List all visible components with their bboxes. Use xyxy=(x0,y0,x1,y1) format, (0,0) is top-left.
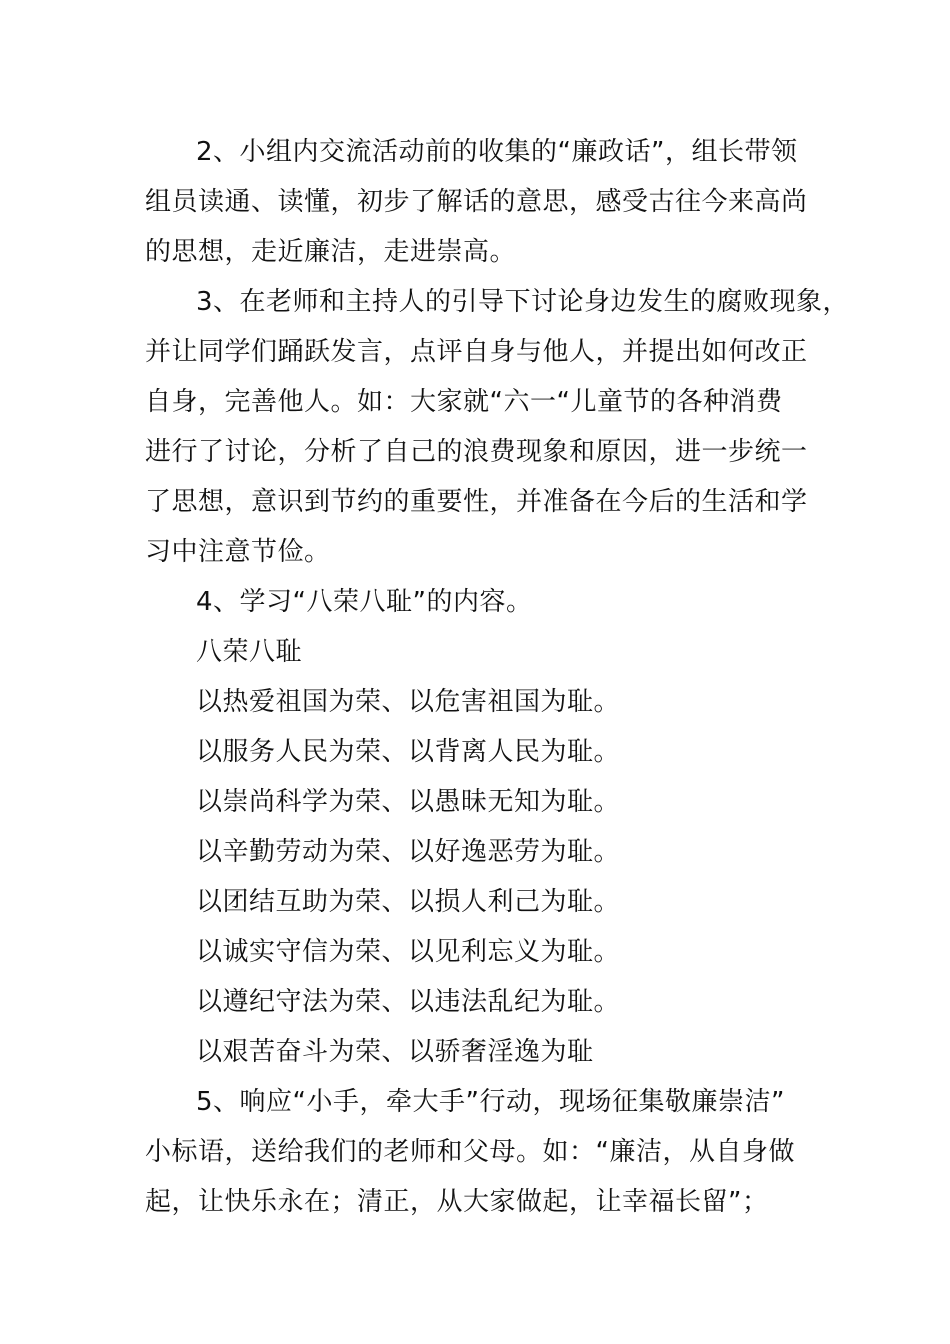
paragraph-3-line-6: 习中注意节俭。 xyxy=(145,537,331,567)
paragraph-3-line-5: 了思想，意识到节约的重要性，并准备在今后的生活和学 xyxy=(145,487,808,517)
list-item: 以团结互助为荣、以损人利己为耻。 xyxy=(196,887,621,917)
list-item: 以诚实守信为荣、以见利忘义为耻。 xyxy=(196,937,621,967)
paragraph-3-line-3: 自身，完善他人。如：大家就“六一“儿童节的各种消费 xyxy=(145,387,783,417)
paragraph-5-line-1: 5、响应“小手，牵大手”行动，现场征集敬廉崇洁” xyxy=(196,1087,785,1117)
list-item: 以服务人民为荣、以背离人民为耻。 xyxy=(196,737,621,767)
paragraph-5-line-3: 起，让快乐永在；清正，从大家做起，让幸福长留”； xyxy=(145,1187,769,1217)
paragraph-3-line-2: 并让同学们踊跃发言，点评自身与他人，并提出如何改正 xyxy=(145,337,808,367)
paragraph-3-line-1: 3、在老师和主持人的引导下讨论身边发生的腐败现象， xyxy=(196,287,850,317)
paragraph-2-line-3: 的思想，走近廉洁，走进崇高。 xyxy=(145,237,517,267)
paragraph-4-line-1: 4、学习“八荣八耻”的内容。 xyxy=(196,587,533,617)
paragraph-5-line-2: 小标语，送给我们的老师和父母。如：“廉洁，从自身做 xyxy=(145,1137,795,1167)
paragraph-2-line-1: 2、小组内交流活动前的收集的“廉政话”，组长带领 xyxy=(196,137,798,167)
paragraph-3-line-4: 进行了讨论，分析了自己的浪费现象和原因，进一步统一 xyxy=(145,437,808,467)
paragraph-2-line-2: 组员读通、读懂，初步了解话的意思，感受古往今来高尚 xyxy=(145,187,808,217)
list-item: 以遵纪守法为荣、以违法乱纪为耻。 xyxy=(196,987,621,1017)
list-item: 以热爱祖国为荣、以危害祖国为耻。 xyxy=(196,687,621,717)
list-item: 以崇尚科学为荣、以愚昧无知为耻。 xyxy=(196,787,621,817)
list-item: 以辛勤劳动为荣、以好逸恶劳为耻。 xyxy=(196,837,621,867)
list-item: 以艰苦奋斗为荣、以骄奢淫逸为耻 xyxy=(196,1037,594,1067)
section-heading: 八荣八耻 xyxy=(196,637,303,667)
